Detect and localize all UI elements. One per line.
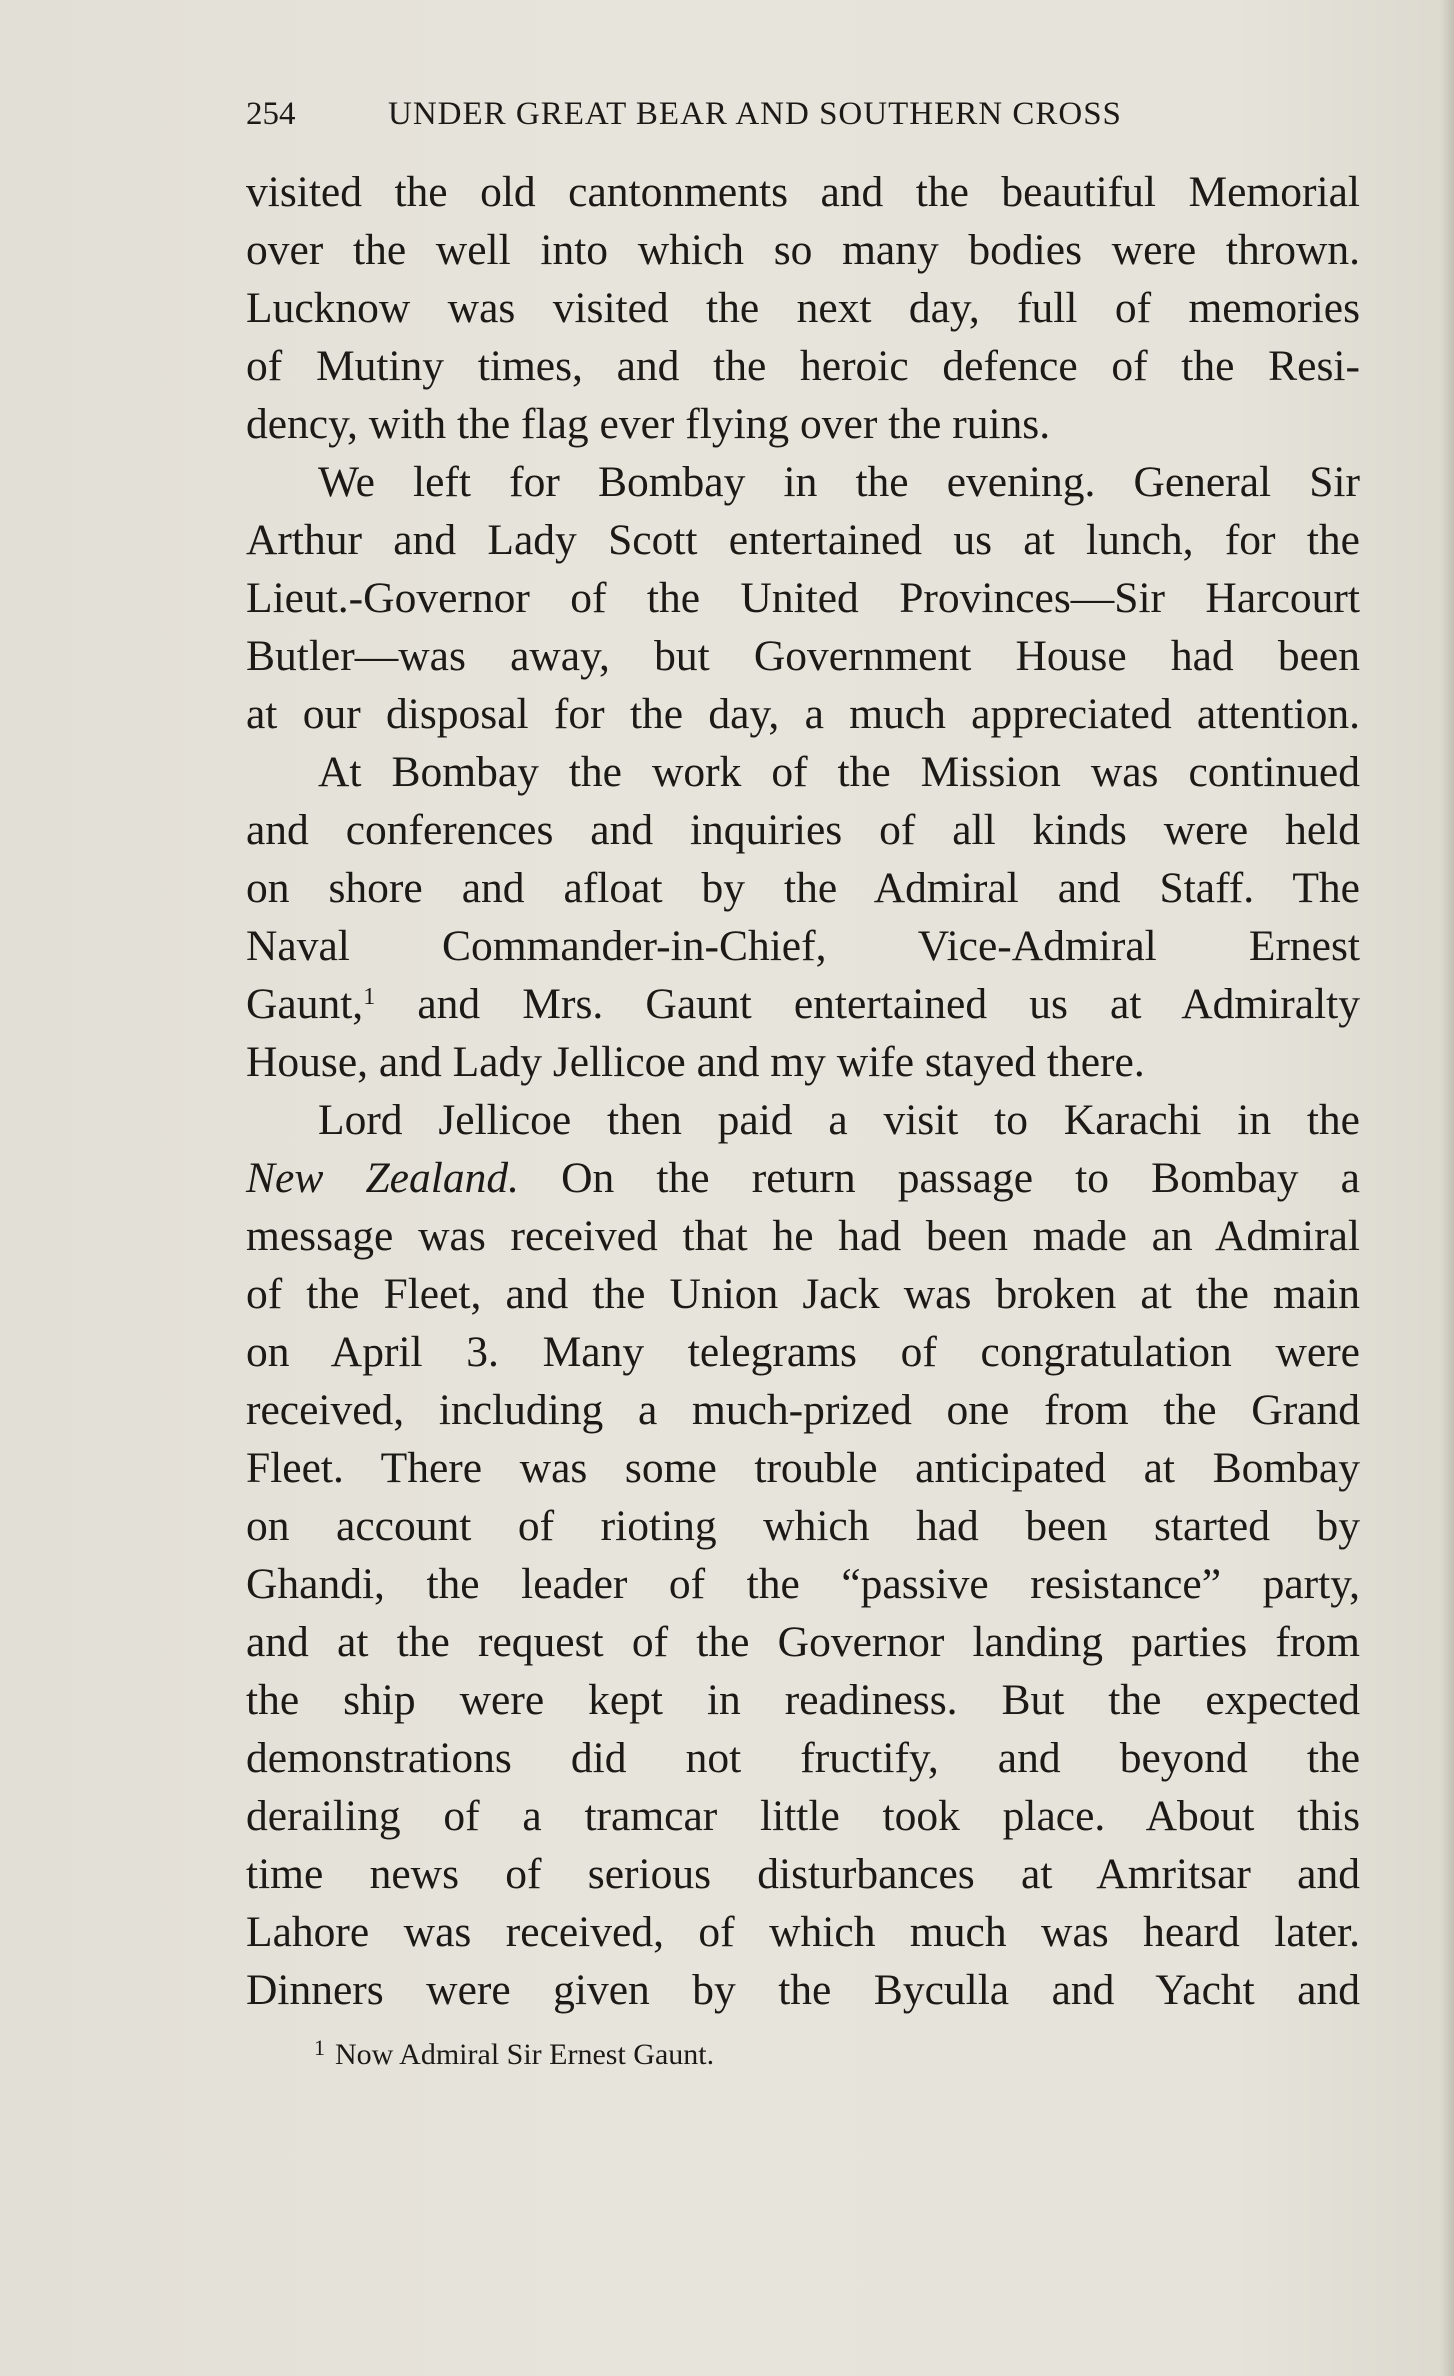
text-line: Fleet. There was some trouble anticipated at Bombay — [246, 1444, 1360, 1492]
text-line: Lieut.-Governor of the United Provinces—Sir Harcourt — [246, 574, 1360, 622]
text-segment: Gaunt, — [246, 980, 364, 1028]
text-line: time news of serious disturbances at Amritsar and — [246, 1850, 1360, 1898]
footnote-reference: 1 — [363, 984, 376, 1010]
text-line: Arthur and Lady Scott entertained us at lunch, for the — [246, 516, 1360, 564]
text-line: message was received that he had been made an Admiral — [246, 1212, 1360, 1260]
text-line-with-footnote-ref — [246, 975, 1360, 1033]
running-header — [246, 92, 1246, 136]
text-line: the ship were kept in readiness. But the expected — [246, 1676, 1360, 1724]
text-line: Naval Commander-in-Chief, Vice-Admiral Ernest — [246, 922, 1360, 970]
text-line: dency, with the flag ever flying over the ruins. — [246, 400, 1051, 448]
text-line: At Bombay the work of the Mission was continued — [318, 748, 1360, 796]
text-line: and at the request of the Governor landing parties from — [246, 1618, 1360, 1666]
page-edge-shadow — [1440, 0, 1454, 2376]
text-line: Lucknow was visited the next day, full of memories — [246, 284, 1360, 332]
text-line-with-ship-name — [246, 1149, 1360, 1207]
text-line: Lahore was received, of which much was heard later. — [246, 1908, 1360, 1956]
text-line: of the Fleet, and the Union Jack was broken at the main — [246, 1270, 1360, 1318]
text-line: Ghandi, the leader of the “passive resistance” party, — [246, 1560, 1360, 1608]
text-line: House, and Lady Jellicoe and my wife stayed there. — [246, 1038, 1145, 1086]
page-number: 254 — [246, 96, 296, 132]
text-line: Dinners were given by the Byculla and Yacht and — [246, 1966, 1360, 2014]
text-line: on account of rioting which had been started by — [246, 1502, 1360, 1550]
text-line: on April 3. Many telegrams of congratulation were — [246, 1328, 1360, 1376]
footnote-text: Now Admiral Sir Ernest Gaunt. — [335, 2038, 715, 2071]
text-segment: and Mrs. Gaunt entertained us at Admiralty — [375, 980, 1360, 1028]
text-line: demonstrations did not fructify, and beyond the — [246, 1734, 1360, 1782]
text-line: of Mutiny times, and the heroic defence of the Resi- — [246, 342, 1360, 390]
text-line: over the well into which so many bodies were thrown. — [246, 226, 1360, 274]
running-title: UNDER GREAT BEAR AND SOUTHERN CROSS — [388, 96, 1122, 132]
body-text — [246, 163, 1360, 2019]
footnote-number: 1 — [314, 2035, 325, 2060]
text-line: visited the old cantonments and the beautiful Memorial — [246, 168, 1360, 216]
text-line: received, including a much-prized one from the Grand — [246, 1386, 1360, 1434]
text-segment: On the return passage to Bombay a — [518, 1154, 1360, 1202]
footnote — [314, 2035, 1314, 2077]
text-line: derailing of a tramcar little took place. About this — [246, 1792, 1360, 1840]
text-line: Lord Jellicoe then paid a visit to Karachi in the — [318, 1096, 1360, 1144]
text-line: Butler—was away, but Government House had been — [246, 632, 1360, 680]
text-line: and conferences and inquiries of all kinds were held — [246, 806, 1360, 854]
text-line: at our disposal for the day, a much appreciated attention. — [246, 690, 1360, 738]
text-line: We left for Bombay in the evening. General Sir — [318, 458, 1360, 506]
ship-name: New Zealand. — [246, 1154, 519, 1202]
text-line: on shore and afloat by the Admiral and Staff. The — [246, 864, 1360, 912]
